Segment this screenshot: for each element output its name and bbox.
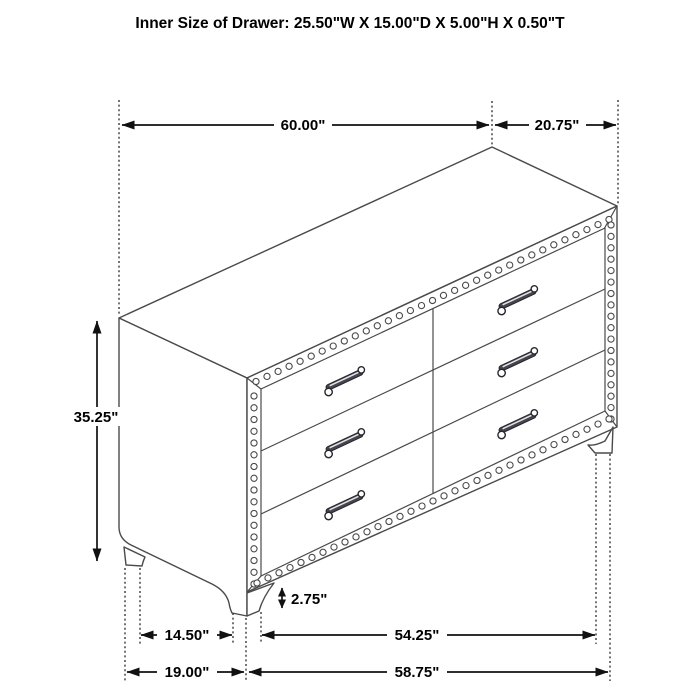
dresser-illustration xyxy=(119,147,617,616)
nailhead xyxy=(375,524,381,530)
nailhead xyxy=(529,252,535,258)
dimension-label: 35.25" xyxy=(73,409,119,426)
dim-height xyxy=(68,321,124,561)
nailhead xyxy=(364,529,370,535)
nailhead xyxy=(308,353,314,359)
nailhead xyxy=(507,262,513,268)
dim-top-depth xyxy=(495,115,616,134)
dim-leg-span-side xyxy=(141,625,232,644)
nailhead xyxy=(608,370,614,376)
nailhead xyxy=(608,222,614,228)
nailhead xyxy=(551,442,557,448)
nailhead xyxy=(353,534,359,540)
nailhead xyxy=(251,487,257,493)
nailhead xyxy=(608,325,614,331)
nailhead xyxy=(608,405,614,411)
nailhead xyxy=(298,559,304,565)
nailhead xyxy=(253,378,259,384)
nailhead xyxy=(608,302,614,308)
nailhead xyxy=(608,256,614,262)
dim-total-depth xyxy=(127,662,244,681)
nailhead xyxy=(540,447,546,453)
nailhead xyxy=(251,534,257,540)
nailhead xyxy=(385,318,391,324)
nailhead xyxy=(608,313,614,319)
nailhead xyxy=(608,233,614,239)
nailhead xyxy=(254,580,260,586)
nailhead xyxy=(276,570,282,576)
nailhead xyxy=(251,510,257,516)
nailhead xyxy=(319,348,325,354)
nailhead xyxy=(251,452,257,458)
nailhead xyxy=(584,227,590,233)
nailhead xyxy=(606,416,612,422)
nailhead xyxy=(374,323,380,329)
nailhead xyxy=(496,467,502,473)
nailhead xyxy=(264,373,270,379)
nailhead xyxy=(608,279,614,285)
dimension-label: 20.75" xyxy=(534,117,580,134)
nailhead xyxy=(251,475,257,481)
nailhead xyxy=(573,431,579,437)
dimension-label: 14.50" xyxy=(164,627,210,644)
nailhead xyxy=(518,257,524,263)
nailhead xyxy=(529,452,535,458)
nailhead xyxy=(440,292,446,298)
nailhead xyxy=(397,513,403,519)
dimension-label: 2.75" xyxy=(291,591,328,608)
nailhead xyxy=(265,575,271,581)
nailhead xyxy=(430,498,436,504)
nailhead xyxy=(608,268,614,274)
dimension-label: 60.00" xyxy=(280,117,326,134)
nailhead xyxy=(507,462,513,468)
nailhead xyxy=(608,393,614,399)
nailhead xyxy=(251,499,257,505)
nailhead xyxy=(608,382,614,388)
nailhead xyxy=(386,518,392,524)
nailhead xyxy=(608,336,614,342)
nailhead xyxy=(251,557,257,563)
nailhead xyxy=(518,457,524,463)
nailhead xyxy=(275,368,281,374)
nailhead xyxy=(463,483,469,489)
nailhead xyxy=(286,363,292,369)
dimension-label: 58.75" xyxy=(394,664,440,681)
nailhead xyxy=(396,313,402,319)
nailhead xyxy=(452,488,458,494)
dim-leg-height xyxy=(282,588,327,608)
nailhead xyxy=(452,287,458,293)
nailhead xyxy=(251,522,257,528)
nailhead xyxy=(584,426,590,432)
nailhead xyxy=(608,245,614,251)
nailhead xyxy=(251,440,257,446)
nailhead xyxy=(540,247,546,253)
nailhead xyxy=(297,358,303,364)
nailhead xyxy=(363,328,369,334)
nailhead xyxy=(251,428,257,434)
nailhead xyxy=(429,297,435,303)
nailhead xyxy=(551,242,557,248)
nailhead xyxy=(418,303,424,309)
nailhead xyxy=(595,222,601,228)
nailhead xyxy=(309,554,315,560)
nailhead xyxy=(562,436,568,442)
nailhead xyxy=(330,343,336,349)
nailhead xyxy=(320,549,326,555)
nailhead xyxy=(407,308,413,314)
nailhead xyxy=(608,347,614,353)
nailhead xyxy=(608,290,614,296)
nailhead xyxy=(251,546,257,552)
nailhead xyxy=(251,463,257,469)
nailhead xyxy=(408,508,414,514)
dim-top-width xyxy=(122,115,489,134)
nailhead xyxy=(251,416,257,422)
dim-total-width xyxy=(249,662,608,681)
nailhead xyxy=(251,393,257,399)
nailhead xyxy=(341,338,347,344)
nailhead xyxy=(287,565,293,571)
nailhead xyxy=(419,503,425,509)
nailhead xyxy=(573,232,579,238)
nailhead xyxy=(251,569,257,575)
nailhead xyxy=(251,405,257,411)
nailhead xyxy=(608,359,614,365)
nailhead xyxy=(474,477,480,483)
nailhead xyxy=(562,237,568,243)
nailhead xyxy=(595,421,601,427)
nailhead xyxy=(342,539,348,545)
nailhead xyxy=(485,472,491,478)
nailhead xyxy=(496,267,502,273)
nailhead xyxy=(474,277,480,283)
nailhead xyxy=(463,282,469,288)
dim-leg-span-front xyxy=(262,625,595,644)
nailhead xyxy=(485,272,491,278)
nailhead xyxy=(352,333,358,339)
dimension-label: 54.25" xyxy=(394,627,440,644)
diagram-title: Inner Size of Drawer: 25.50"W X 15.00"D X 5.00"H X 0.50"T xyxy=(135,15,565,32)
nailhead xyxy=(331,544,337,550)
nailhead xyxy=(441,493,447,499)
dimension-label: 19.00" xyxy=(164,664,210,681)
